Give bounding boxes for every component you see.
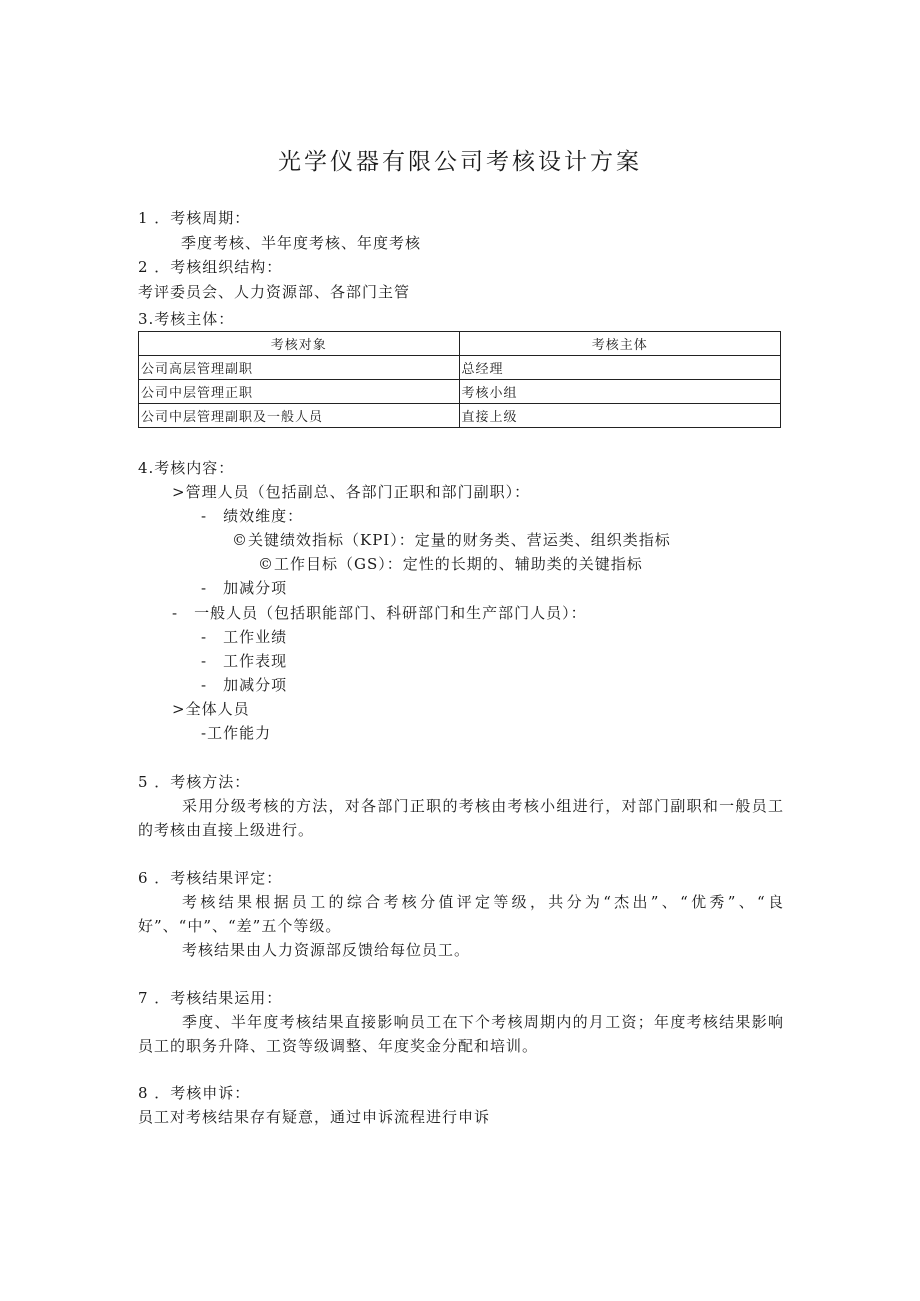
table-cell: 公司中层管理正职 [139,380,460,404]
section-6-paragraph: 考核结果根据员工的综合考核分值评定等级，共分为“杰出”、“优秀”、“良好”、“中”、“差”五个等级。 [138,893,784,935]
section-8-text: 员工对考核结果存有疑意，通过申诉流程进行申诉 [138,1108,491,1126]
table-cell: 公司中层管理副职及一般人员 [139,404,460,428]
section-5-paragraph: 采用分级考核的方法，对各部门正职的考核由考核小组进行，对部门副职和一般员工的考核由直接上级进行。 [138,797,784,839]
table-row [139,404,781,428]
table-header-cell: 考核对象 [139,332,460,356]
list-item: >全体人员 [172,700,250,718]
document-title: 光学仪器有限公司考核设计方案 [278,149,642,175]
section-6-paragraph: 考核结果由人力资源部反馈给每位员工。 [182,941,471,959]
section-2-heading: 2 ．考核组织结构： [138,258,283,276]
table-cell: 考核小组 [459,380,781,404]
table-cell: 总经理 [459,356,781,380]
section-2-text: 考评委员会、人力资源部、各部门主管 [138,283,411,301]
section-1-heading: 1 ．考核周期： [138,209,251,227]
table-header-row [139,332,781,356]
section-5-heading: 5 ．考核方法： [138,773,251,791]
table-row [139,380,781,404]
list-item: ©关键绩效指标（KPI）：定量的财务类、营运类、组织类指标 [232,531,671,549]
list-item: >管理人员（包括副总、各部门正职和部门副职）： [172,483,531,501]
table-cell: 直接上级 [459,404,781,428]
section-8-heading: 8 ．考核申诉： [138,1084,251,1102]
list-item: -工作能力 [201,724,272,742]
section-7-paragraph: 季度、半年度考核结果直接影响员工在下个考核周期内的月工资；年度考核结果影响员工的职务升降、工资等级调整、年度奖金分配和培训。 [138,1013,784,1055]
section-1-text: 季度考核、半年度考核、年度考核 [181,234,422,252]
list-item: - 加减分项 [201,676,288,694]
section-6-heading: 6 ．考核结果评定： [138,869,283,887]
section-7-heading: 7 ．考核结果运用： [138,989,283,1007]
assessment-table [138,331,781,428]
list-item: - 一般人员（包括职能部门、科研部门和生产部门人员）： [172,604,587,622]
table-row [139,356,781,380]
section-3-heading: 3.考核主体： [138,310,235,328]
list-item: - 加减分项 [201,579,288,597]
list-item: - 工作表现 [201,652,288,670]
table-header-cell: 考核主体 [459,332,781,356]
list-item: ©工作目标（GS）：定性的长期的、辅助类的关键指标 [258,555,643,573]
list-item: - 绩效维度： [201,507,304,525]
section-4-heading: 4.考核内容： [138,459,235,477]
list-item: - 工作业绩 [201,628,288,646]
table-cell: 公司高层管理副职 [139,356,460,380]
